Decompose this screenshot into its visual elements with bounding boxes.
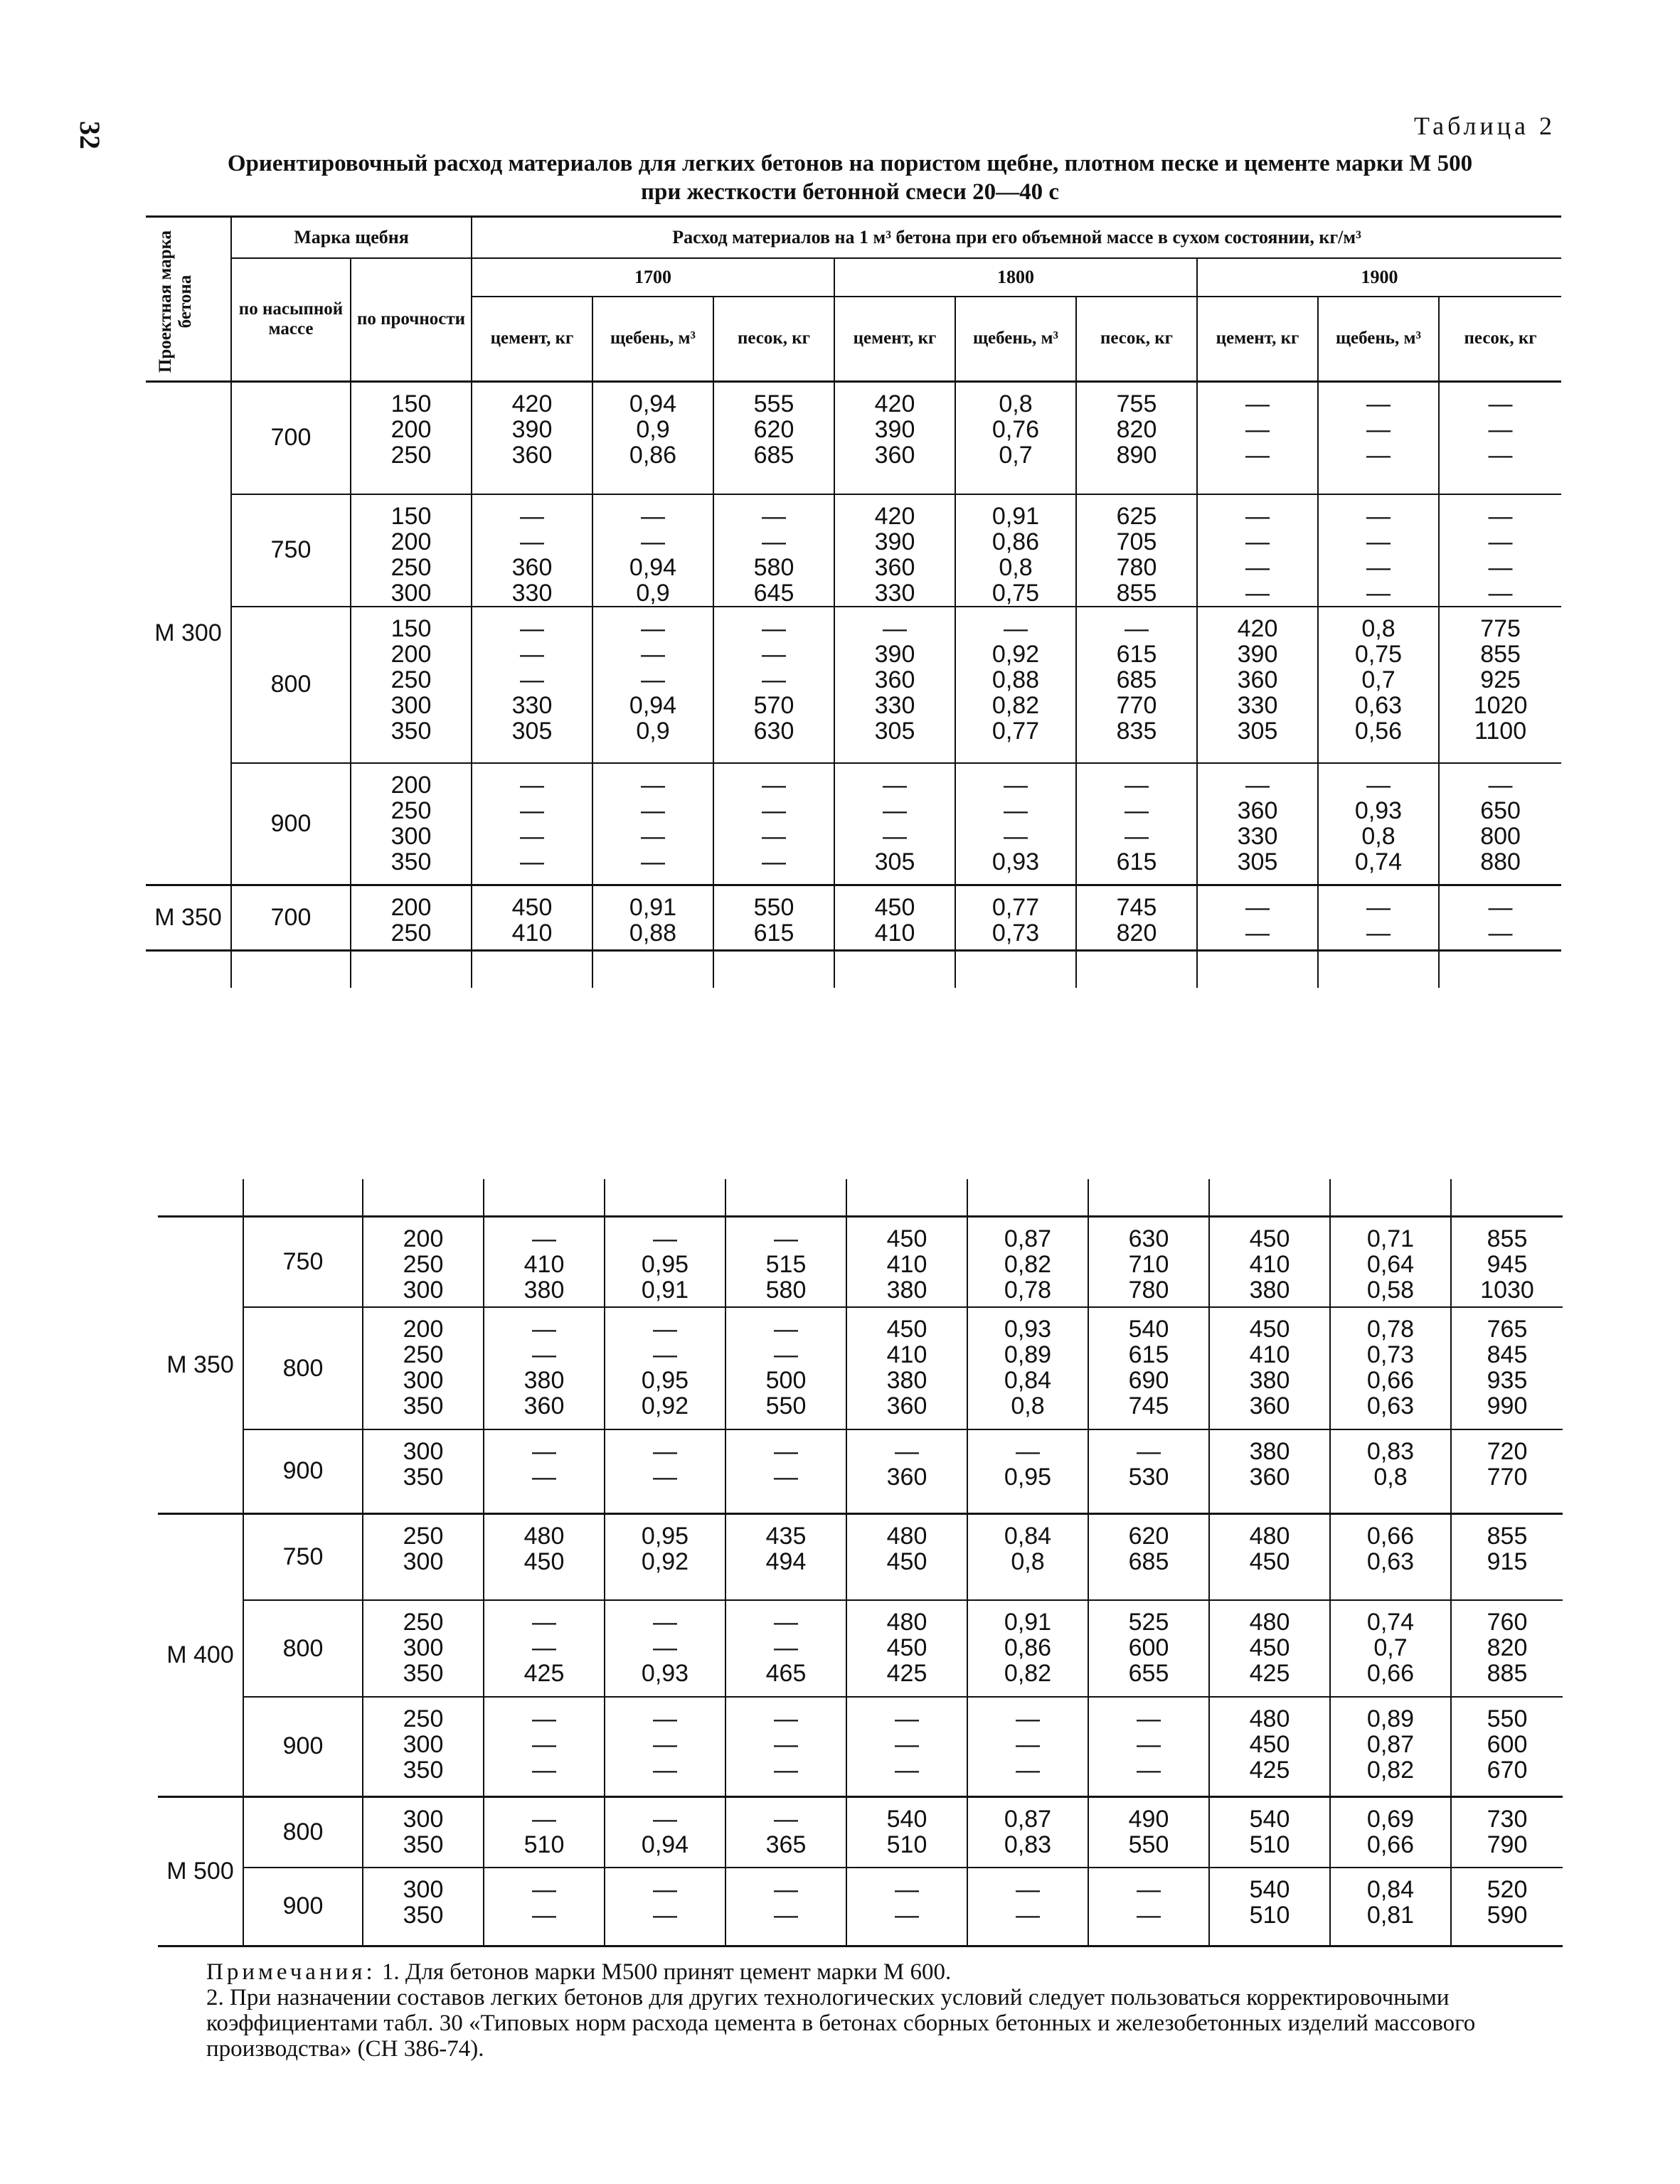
table-row — [146, 382, 1561, 494]
value-cell-g3: 0,74 0,7 0,66 — [1330, 1600, 1451, 1697]
design-grade-cell: М 350 — [154, 904, 222, 931]
value-cell-c1: — — — [484, 1868, 605, 1946]
design-grade-cell: М 350 — [166, 1351, 234, 1378]
value-cell-g2: 0,93 0,89 0,84 0,8 — [967, 1307, 1088, 1429]
stub-cell — [231, 951, 351, 988]
value-cell-g2: — — — [967, 1868, 1088, 1946]
value-cell-s1: — 365 — [725, 1796, 846, 1868]
value-cell-c1: — — 360 330 — [472, 494, 592, 607]
value-cell-c3: 450 410 380 — [1209, 1216, 1330, 1307]
value-cell-g3: — 0,93 0,8 0,74 — [1318, 763, 1439, 885]
value-cell-strength: 200 250 — [351, 885, 472, 951]
table-row — [158, 1216, 1563, 1307]
value-cell-c2: 480 450 425 — [846, 1600, 967, 1697]
table-row — [158, 1796, 1563, 1868]
value-cell-s3: 775 855 925 1020 1100 — [1439, 607, 1561, 763]
value-cell-s1: — 515 580 — [725, 1216, 846, 1307]
value-cell-g3: — — — — [1318, 382, 1439, 494]
gravel-bulk-cell: 700 — [231, 382, 351, 494]
stub-cell — [363, 1179, 484, 1216]
table-row — [158, 1513, 1563, 1600]
value-cell-c3: — — — — [1197, 382, 1318, 494]
value-cell-s2: — 615 685 770 835 — [1076, 607, 1197, 763]
design-grade-cell: М 300 — [154, 619, 222, 646]
value-cell-s2: — 530 — [1088, 1429, 1209, 1513]
value-cell-c1: — — — — [484, 1697, 605, 1796]
value-cell-g3: 0,84 0,81 — [1330, 1868, 1451, 1946]
value-cell-g2: — — — — [967, 1697, 1088, 1796]
value-cell-c1: — 510 — [484, 1796, 605, 1868]
value-cell-s1: — — 580 645 — [713, 494, 834, 607]
value-cell-g3: — — — [1318, 885, 1439, 951]
value-cell-g1: — — — — [605, 1697, 725, 1796]
header-sand: песок, кг — [1439, 297, 1561, 382]
value-cell-c3: 540 510 — [1209, 1868, 1330, 1946]
table-row — [146, 763, 1561, 885]
gravel-bulk-cell: 750 — [231, 494, 351, 607]
value-cell-g2: 0,87 0,83 — [967, 1796, 1088, 1868]
design-grade-cell: М 400 — [166, 1641, 234, 1668]
title-line-2: при жесткости бетонной смеси 20—40 с — [641, 179, 1059, 205]
value-cell-g1: — — 0,95 0,92 — [605, 1307, 725, 1429]
value-cell-c3: 480 450 425 — [1209, 1697, 1330, 1796]
stub-cell — [1451, 1179, 1563, 1216]
value-cell-s3: — — — [1439, 885, 1561, 951]
value-cell-c1: 450 410 — [472, 885, 592, 951]
value-cell-s1: — — — 570 630 — [713, 607, 834, 763]
table-row — [158, 1429, 1563, 1513]
value-cell-g1: 0,91 0,88 — [592, 885, 713, 951]
value-cell-c3: — — — — — [1197, 494, 1318, 607]
value-cell-c2: — — — 305 — [834, 763, 955, 885]
stub-cell — [955, 951, 1076, 988]
value-cell-g3: 0,69 0,66 — [1330, 1796, 1451, 1868]
header-density-1900: 1900 — [1197, 258, 1561, 297]
page-number: 32 — [74, 121, 106, 149]
stub-cell — [834, 951, 955, 988]
header-density-1700: 1700 — [472, 258, 834, 297]
value-cell-strength: 150 200 250 — [351, 382, 472, 494]
stub-cell — [1439, 951, 1561, 988]
table-row — [146, 885, 1561, 951]
header-gravel: щебень, м³ — [955, 297, 1076, 382]
value-cell-g2: — 0,92 0,88 0,82 0,77 — [955, 607, 1076, 763]
value-cell-g1: — — 0,93 — [605, 1600, 725, 1697]
value-cell-g2: 0,8 0,76 0,7 — [955, 382, 1076, 494]
value-cell-s2: 540 615 690 745 — [1088, 1307, 1209, 1429]
value-cell-s3: — — — — — [1439, 494, 1561, 607]
value-cell-s2: 625 705 780 855 — [1076, 494, 1197, 607]
value-cell-s1: — — — [725, 1868, 846, 1946]
value-cell-c2: 480 450 — [846, 1513, 967, 1600]
stub-cell — [605, 1179, 725, 1216]
value-cell-strength: 150 200 250 300 350 — [351, 607, 472, 763]
gravel-bulk-cell: 800 — [243, 1307, 363, 1429]
header-by-strength: по прочности — [351, 258, 472, 382]
header-sand: песок, кг — [1076, 297, 1197, 382]
header-by-bulk: по насыпной массе — [231, 258, 351, 382]
gravel-bulk-cell: 900 — [243, 1697, 363, 1796]
table-row — [158, 1697, 1563, 1796]
value-cell-strength: 300 350 — [363, 1868, 484, 1946]
value-cell-g3: 0,83 0,8 — [1330, 1429, 1451, 1513]
header-gravel: щебень, м³ — [1318, 297, 1439, 382]
stub-cell — [725, 1179, 846, 1216]
stub-cell — [1088, 1179, 1209, 1216]
stub-cell — [713, 951, 834, 988]
header-gravel-grade: Марка щебня — [231, 217, 472, 258]
header-cement: цемент, кг — [834, 297, 955, 382]
gravel-bulk-cell: 750 — [243, 1216, 363, 1307]
value-cell-g2: 0,84 0,8 — [967, 1513, 1088, 1600]
value-cell-s1: — — — — — [713, 763, 834, 885]
value-cell-g2: — — — 0,93 — [955, 763, 1076, 885]
value-cell-c3: 380 360 — [1209, 1429, 1330, 1513]
value-cell-g1: — 0,94 — [605, 1796, 725, 1868]
value-cell-g3: 0,66 0,63 — [1330, 1513, 1451, 1600]
title-line-1: Ориентировочный расход материалов для легких бетонов на пористом щебне, плотном песке и цементе марки М 500 — [227, 151, 1473, 176]
value-cell-c3: 450 410 380 360 — [1209, 1307, 1330, 1429]
table-row — [146, 494, 1561, 607]
stub-cell — [1330, 1179, 1451, 1216]
value-cell-s2: 525 600 655 — [1088, 1600, 1209, 1697]
value-cell-s2: 490 550 — [1088, 1796, 1209, 1868]
value-cell-g2: 0,77 0,73 — [955, 885, 1076, 951]
header-cement: цемент, кг — [472, 297, 592, 382]
value-cell-c2: — 360 — [846, 1429, 967, 1513]
gravel-bulk-cell: 900 — [243, 1429, 363, 1513]
stub-cell — [1209, 1179, 1330, 1216]
value-cell-g1: 0,94 0,9 0,86 — [592, 382, 713, 494]
value-cell-s2: — — — [1088, 1868, 1209, 1946]
value-cell-g1: 0,95 0,92 — [605, 1513, 725, 1600]
stub-cell — [1318, 951, 1439, 988]
value-cell-g1: — — — [605, 1868, 725, 1946]
value-cell-c1: — 410 380 — [484, 1216, 605, 1307]
value-cell-s1: — — — [725, 1429, 846, 1513]
value-cell-g3: 0,8 0,75 0,7 0,63 0,56 — [1318, 607, 1439, 763]
value-cell-g3: 0,71 0,64 0,58 — [1330, 1216, 1451, 1307]
value-cell-s2: — — — — [1088, 1697, 1209, 1796]
value-cell-c3: 480 450 — [1209, 1513, 1330, 1600]
note-1: Примечания: 1. Для бетонов марки М500 принят цемент марки М 600. — [206, 1959, 952, 1985]
stub-cell — [146, 951, 231, 988]
stub-cell — [243, 1179, 363, 1216]
value-cell-strength: 250 300 — [363, 1513, 484, 1600]
header-cement: цемент, кг — [1197, 297, 1318, 382]
value-cell-c2: — — — [846, 1868, 967, 1946]
value-cell-g2: 0,87 0,82 0,78 — [967, 1216, 1088, 1307]
value-cell-g1: — — — [605, 1429, 725, 1513]
value-cell-g1: — — — 0,94 0,9 — [592, 607, 713, 763]
value-cell-s3: 520 590 — [1451, 1868, 1563, 1946]
value-cell-c1: — — 425 — [484, 1600, 605, 1697]
stub-cell — [1197, 951, 1318, 988]
value-cell-s1: 550 615 — [713, 885, 834, 951]
value-cell-s3: 730 790 — [1451, 1796, 1563, 1868]
table-row — [158, 1307, 1563, 1429]
value-cell-s1: 435 494 — [725, 1513, 846, 1600]
value-cell-c3: 420 390 360 330 305 — [1197, 607, 1318, 763]
value-cell-strength: 200 250 300 — [363, 1216, 484, 1307]
value-cell-strength: 200 250 300 350 — [363, 1307, 484, 1429]
value-cell-c1: — — — [484, 1429, 605, 1513]
value-cell-s2: 630 710 780 — [1088, 1216, 1209, 1307]
value-cell-s3: 720 770 — [1451, 1429, 1563, 1513]
value-cell-g1: — 0,95 0,91 — [605, 1216, 725, 1307]
value-cell-g1: — — 0,94 0,9 — [592, 494, 713, 607]
value-cell-g2: 0,91 0,86 0,8 0,75 — [955, 494, 1076, 607]
value-cell-strength: 150 200 250 300 — [351, 494, 472, 607]
gravel-bulk-cell: 800 — [243, 1796, 363, 1868]
header-density-1800: 1800 — [834, 258, 1197, 297]
value-cell-c1: — — — — — [472, 763, 592, 885]
value-cell-s3: — 650 800 880 — [1439, 763, 1561, 885]
value-cell-c2: 420 390 360 — [834, 382, 955, 494]
value-cell-g2: 0,91 0,86 0,82 — [967, 1600, 1088, 1697]
value-cell-s2: 745 820 — [1076, 885, 1197, 951]
value-cell-g3: — — — — — [1318, 494, 1439, 607]
value-cell-s1: — — — — [725, 1697, 846, 1796]
value-cell-c3: 540 510 — [1209, 1796, 1330, 1868]
gravel-bulk-cell: 800 — [231, 607, 351, 763]
stub-cell — [1076, 951, 1197, 988]
table-top — [146, 215, 1561, 988]
stub-cell — [967, 1179, 1088, 1216]
value-cell-g1: — — — — — [592, 763, 713, 885]
stub-cell — [351, 951, 472, 988]
value-cell-c3: 480 450 425 — [1209, 1600, 1330, 1697]
stub-cell — [846, 1179, 967, 1216]
value-cell-c1: — — — 330 305 — [472, 607, 592, 763]
note-2: 2. При назначении составов легких бетонов для других технологических условий следует пользоваться корректировочными коэффициентами табл. 30 «Типовых норм расхода цемента в бетонах сборных бетонных и железобетонных изделий массового производства» (СН 386-74). — [206, 1985, 1476, 2062]
value-cell-s1: — — 500 550 — [725, 1307, 846, 1429]
value-cell-s3: 550 600 670 — [1451, 1697, 1563, 1796]
value-cell-s3: 855 915 — [1451, 1513, 1563, 1600]
header-design-grade: Проектная марка бетона — [156, 230, 195, 373]
value-cell-s1: — — 465 — [725, 1600, 846, 1697]
stub-cell — [592, 951, 713, 988]
value-cell-c2: — 390 360 330 305 — [834, 607, 955, 763]
value-cell-c2: 540 510 — [846, 1796, 967, 1868]
value-cell-s3: 760 820 885 — [1451, 1600, 1563, 1697]
header-consumption: Расход материалов на 1 м³ бетона при его объемной массе в сухом состоянии, кг/м³ — [472, 217, 1561, 258]
design-grade-cell: М 500 — [166, 1857, 234, 1885]
stub-cell — [484, 1179, 605, 1216]
value-cell-c2: 450 410 380 — [846, 1216, 967, 1307]
value-cell-s2: 620 685 — [1088, 1513, 1209, 1600]
value-cell-c1: — — 380 360 — [484, 1307, 605, 1429]
value-cell-s3: — — — — [1439, 382, 1561, 494]
value-cell-strength: 200 250 300 350 — [351, 763, 472, 885]
value-cell-c3: — — — [1197, 885, 1318, 951]
stub-cell — [472, 951, 592, 988]
value-cell-g3: 0,89 0,87 0,82 — [1330, 1697, 1451, 1796]
gravel-bulk-cell: 700 — [231, 885, 351, 951]
stub-cell — [158, 1179, 243, 1216]
value-cell-strength: 300 350 — [363, 1796, 484, 1868]
value-cell-s1: 555 620 685 — [713, 382, 834, 494]
table-label: Таблица 2 — [1414, 112, 1556, 140]
gravel-bulk-cell: 750 — [243, 1513, 363, 1600]
value-cell-strength: 250 300 350 — [363, 1697, 484, 1796]
header-sand: песок, кг — [713, 297, 834, 382]
value-cell-c2: 450 410 380 360 — [846, 1307, 967, 1429]
value-cell-c2: 450 410 — [834, 885, 955, 951]
value-cell-s3: 855 945 1030 — [1451, 1216, 1563, 1307]
gravel-bulk-cell: 900 — [231, 763, 351, 885]
value-cell-g3: 0,78 0,73 0,66 0,63 — [1330, 1307, 1451, 1429]
gravel-bulk-cell: 800 — [243, 1600, 363, 1697]
value-cell-c1: 420 390 360 — [472, 382, 592, 494]
notes — [206, 1959, 1554, 2062]
table-row — [158, 1600, 1563, 1697]
value-cell-strength: 300 350 — [363, 1429, 484, 1513]
value-cell-s2: — — — 615 — [1076, 763, 1197, 885]
value-cell-c3: — 360 330 305 — [1197, 763, 1318, 885]
table-row — [158, 1868, 1563, 1946]
gravel-bulk-cell: 900 — [243, 1868, 363, 1946]
notes-label: Примечания: — [206, 1959, 376, 1985]
table-title — [142, 149, 1558, 206]
value-cell-g2: — 0,95 — [967, 1429, 1088, 1513]
value-cell-c2: — — — — [846, 1697, 967, 1796]
value-cell-s2: 755 820 890 — [1076, 382, 1197, 494]
value-cell-c1: 480 450 — [484, 1513, 605, 1600]
table-bottom — [158, 1179, 1563, 1947]
value-cell-s3: 765 845 935 990 — [1451, 1307, 1563, 1429]
header-gravel: щебень, м³ — [592, 297, 713, 382]
value-cell-c2: 420 390 360 330 — [834, 494, 955, 607]
table-row — [146, 607, 1561, 763]
value-cell-strength: 250 300 350 — [363, 1600, 484, 1697]
